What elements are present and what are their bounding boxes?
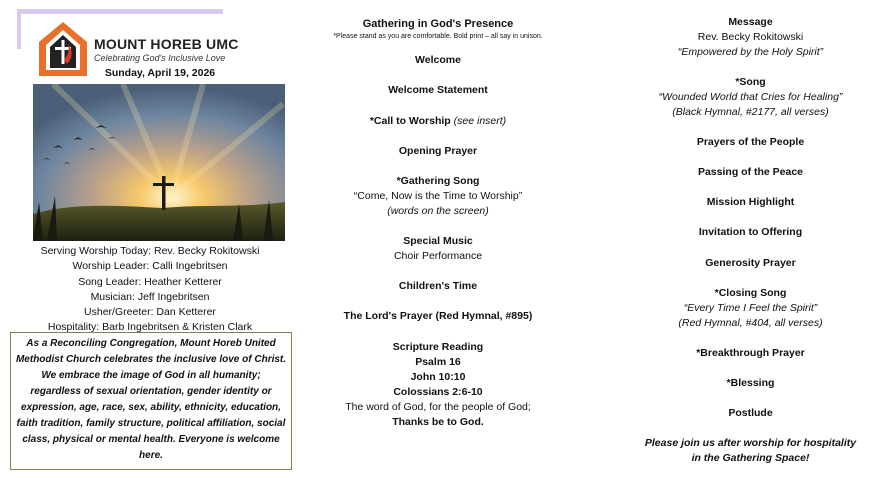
sunrise-cross-image <box>33 84 285 241</box>
lords-prayer-item: The Lord's Prayer (Red Hymnal, #895) <box>343 310 533 322</box>
message-item: Message <box>728 16 773 28</box>
generosity-prayer-item: Generosity Prayer <box>705 257 796 269</box>
staff-line: Musician: Jeff Ingebritsen <box>90 290 210 303</box>
call-to-worship-item <box>300 114 576 129</box>
scripture-response: The word of God, for the people of God; <box>345 401 531 413</box>
song-note: (Black Hymnal, #2177, all verses) <box>672 106 829 118</box>
scripture-2: John 10:10 <box>410 371 466 383</box>
blessing-item: *Blessing <box>726 377 775 389</box>
accent-bar <box>17 9 223 14</box>
gathering-note: *Please stand as you are comfortable. Bold print – all say in unison. <box>333 33 543 40</box>
call-to-worship-label: *Call to Worship <box>369 115 451 127</box>
welcome-item: Welcome <box>415 54 461 66</box>
staff-line: Hospitality: Barb Ingebritsen & Kristen Clark <box>47 321 253 334</box>
worship-staff-list <box>0 244 300 336</box>
staff-line: Serving Worship Today: Rev. Becky Rokitowski <box>40 245 260 257</box>
mission-highlight-item: Mission Highlight <box>706 196 795 208</box>
church-tagline: Celebrating God's Inclusive Love <box>94 53 226 63</box>
staff-line: Usher/Greeter: Dan Ketterer <box>84 306 216 319</box>
song-item: *Song <box>735 76 766 88</box>
accent-side-bar <box>17 9 21 49</box>
invitation-offering-item: Invitation to Offering <box>698 226 803 238</box>
staff-line: Song Leader: Heather Ketterer <box>78 275 222 288</box>
order-of-worship-part-1 <box>300 0 576 482</box>
call-to-worship-note: (see insert) <box>453 115 507 127</box>
gathering-title: Gathering in God's Presence <box>362 18 514 30</box>
special-music-detail: Choir Performance <box>393 250 483 262</box>
gathering-song-item: *Gathering Song <box>396 175 480 187</box>
preacher-name: Rev. Becky Rokitowski <box>697 31 804 43</box>
childrens-time-item: Children's Time <box>398 280 478 292</box>
scripture-reply: Thanks be to God. <box>392 416 484 428</box>
gathering-song-title: “Come, Now is the Time to Worship” <box>353 190 523 202</box>
left-panel <box>0 0 300 482</box>
prayers-of-people-item: Prayers of the People <box>696 136 805 148</box>
gathering-song-note: (words on the screen) <box>387 205 489 217</box>
postlude-item: Postlude <box>728 407 773 419</box>
hospitality-invite-line-2: in the Gathering Space! <box>691 452 810 464</box>
closing-song-title: “Every Time I Feel the Spirit” <box>683 302 818 314</box>
welcome-statement-item: Welcome Statement <box>388 84 488 96</box>
scripture-3: Colossians 2:6-10 <box>393 386 483 398</box>
passing-peace-item: Passing of the Peace <box>697 166 804 178</box>
church-name: MOUNT HOREB UMC <box>94 36 239 52</box>
closing-song-note: (Red Hymnal, #404, all verses) <box>678 317 823 329</box>
breakthrough-prayer-item: *Breakthrough Prayer <box>696 347 805 359</box>
service-date: Sunday, April 19, 2026 <box>104 67 216 79</box>
opening-prayer-item: Opening Prayer <box>398 145 478 157</box>
staff-line: Worship Leader: Calli Ingebritsen <box>72 260 228 273</box>
scripture-reading-item: Scripture Reading <box>392 341 484 353</box>
reconciling-statement: As a Reconciling Congregation, Mount Horeb United Methodist Church celebrates the inclusive love of Christ. We embrace the image of God in all humanity; regardless of sexual orientation, gender identity or expression, age, race, sex, ability, ethnicity, education, faith tradition, family structure, political affiliation, social class, physical or mental health. Everyone is welcome here. <box>10 332 292 470</box>
special-music-item: Special Music <box>403 235 473 247</box>
sermon-title: “Empowered by the Holy Spirit” <box>677 46 824 58</box>
scripture-1: Psalm 16 <box>415 356 461 368</box>
song-title: “Wounded World that Cries for Healing” <box>658 91 843 103</box>
closing-song-item: *Closing Song <box>714 287 787 299</box>
hospitality-invite-line-1: Please join us after worship for hospitality <box>644 437 857 449</box>
order-of-worship-part-2 <box>608 0 893 482</box>
